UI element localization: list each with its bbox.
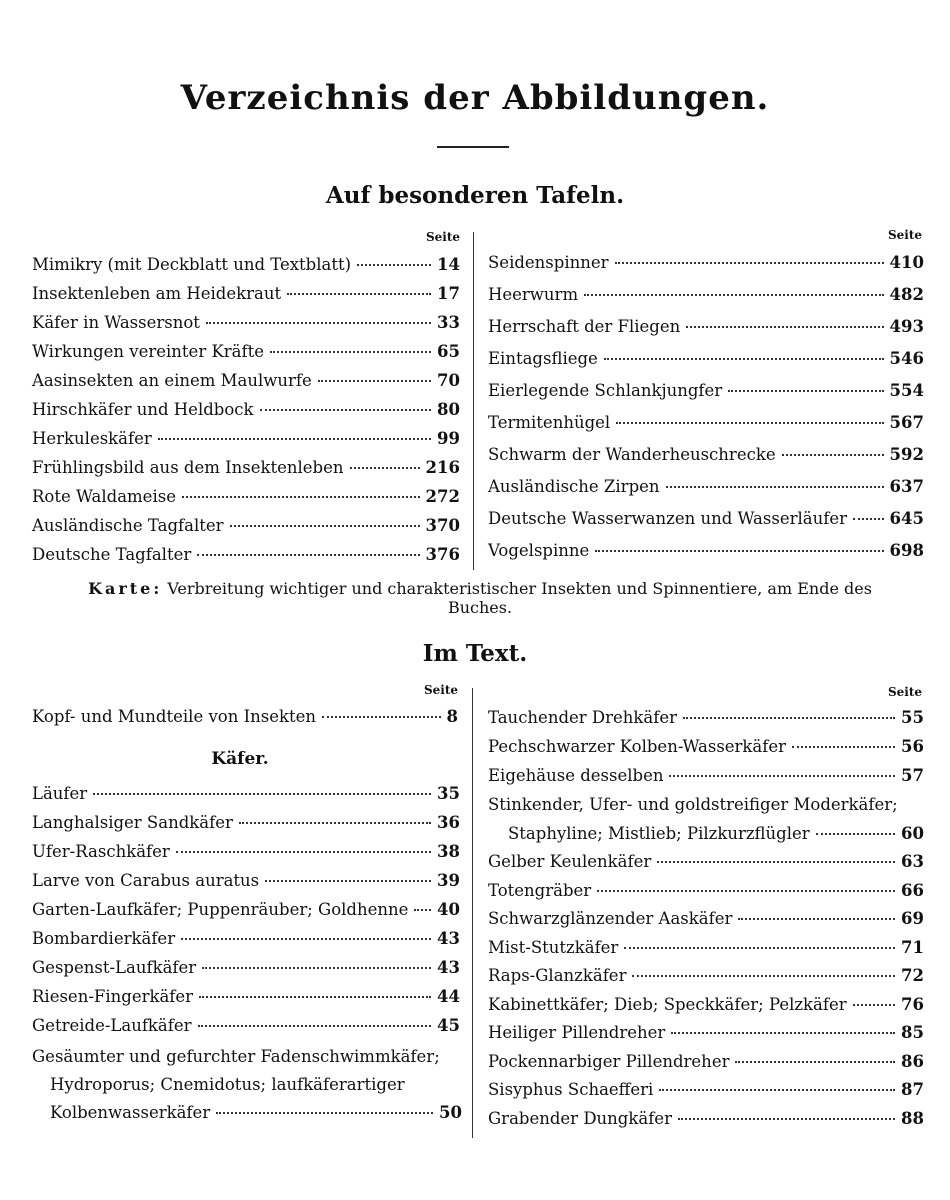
map-note-text: Verbreitung wichtiger und charakteristischer Insekten und Spinnentiere, am Ende des Buches.	[167, 579, 872, 617]
list-item-label: Tauchender Drehkäfer	[488, 708, 678, 727]
section-heading-text: Im Text.	[422, 640, 528, 667]
seite-label-right-2: Seite	[887, 685, 922, 699]
list-item-label: Raps-Glanzkäfer	[488, 966, 627, 985]
column-divider-2	[472, 688, 473, 1138]
leader-dots	[318, 380, 431, 382]
list-item	[488, 1109, 924, 1128]
page-number: 56	[901, 737, 924, 756]
page-number: 45	[437, 1016, 460, 1035]
list-item-label: Läufer	[32, 784, 88, 803]
page-number: 567	[889, 413, 924, 432]
leader-dots	[287, 293, 431, 295]
page-number: 14	[437, 255, 460, 274]
page-number: 69	[901, 909, 924, 928]
page-number: 63	[901, 852, 924, 871]
page-number: 72	[901, 966, 924, 985]
list-item-label: Käfer in Wassersnot	[32, 313, 200, 332]
seite-label-left-2: Seite	[423, 683, 458, 697]
list-item-label: Wirkungen vereinter Kräfte	[32, 342, 265, 361]
list-item	[488, 995, 924, 1014]
list-item	[488, 737, 924, 756]
map-note-label: Karte:	[88, 579, 163, 598]
list-item-label: Insektenleben am Heidekraut	[32, 284, 282, 303]
list-item	[32, 255, 460, 274]
leader-dots	[199, 996, 431, 998]
list-item-label: Heiliger Pillendreher	[488, 1023, 666, 1042]
leader-dots	[632, 975, 895, 977]
page-number: 85	[901, 1023, 924, 1042]
list-item-label: Ausländische Zirpen	[488, 477, 660, 496]
list-item	[488, 966, 924, 985]
leader-dots	[853, 518, 884, 520]
map-note	[60, 579, 900, 617]
list-item	[32, 458, 460, 477]
page-number: 637	[889, 477, 924, 496]
list-item-label: Herkuleskäfer	[32, 429, 152, 448]
seite-label-right: Seite	[887, 228, 922, 242]
page-number: 698	[889, 541, 924, 560]
leader-dots	[666, 486, 884, 488]
page-number: 376	[425, 545, 460, 564]
page-number: 33	[437, 313, 460, 332]
seite-label-left: Seite	[425, 230, 460, 244]
page-number: 43	[437, 958, 460, 977]
leader-dots	[176, 851, 431, 853]
list-item-label: Hirschkäfer und Heldbock	[32, 400, 254, 419]
leader-dots	[735, 1061, 895, 1063]
page-number: 592	[889, 445, 924, 464]
list-item-label: Getreide-Laufkäfer	[32, 1016, 192, 1035]
list-item	[488, 1052, 924, 1071]
leader-dots	[198, 1025, 432, 1027]
list-item	[32, 987, 460, 1006]
page-number: 40	[437, 900, 460, 919]
leader-dots	[657, 861, 895, 863]
page-number: 70	[437, 371, 460, 390]
list-item	[32, 813, 460, 832]
page-number: 86	[901, 1051, 924, 1071]
list-item-label: Vogelspinne	[488, 541, 590, 560]
list-item	[488, 938, 924, 957]
list-item	[488, 909, 924, 928]
list-item-label: Termitenhügel	[488, 413, 611, 432]
list-item: Kopf- und Mundteile von Insekten 8	[32, 707, 458, 726]
leader-dots	[738, 918, 895, 920]
leader-dots	[659, 1089, 895, 1091]
list-item	[32, 929, 460, 948]
list-item	[488, 445, 924, 464]
page-number: 71	[901, 937, 924, 957]
list-item-label: Schwarm der Wanderheuschrecke	[488, 445, 776, 464]
leader-dots	[616, 422, 883, 424]
list-item-label: Eigehäuse desselben	[488, 766, 664, 785]
list-item-multiline-line3: Kolbenwasserkäfer 50	[50, 1103, 462, 1122]
list-item-multiline-right-line2: Staphyline; Mistlieb; Pilzkurzflügler 60	[508, 824, 924, 843]
list-item-label: Frühlingsbild aus dem Insektenleben	[32, 458, 344, 477]
list-item	[32, 784, 460, 803]
leader-dots	[414, 909, 431, 911]
page-number: 44	[437, 987, 460, 1006]
list-item	[488, 1023, 924, 1042]
leader-dots	[350, 467, 420, 469]
list-item	[32, 900, 460, 919]
list-item-label: Ausländische Tagfalter	[32, 516, 224, 535]
leader-dots	[202, 967, 431, 969]
leader-dots	[260, 409, 432, 411]
page-number: 482	[889, 285, 924, 304]
leader-dots	[93, 793, 431, 795]
list-item-label: Gelber Keulenkäfer	[488, 852, 652, 871]
section-heading-plates: Auf besonderen Tafeln.	[325, 182, 625, 209]
leader-dots	[678, 1118, 895, 1120]
list-item-label: Bombardierkäfer	[32, 929, 176, 948]
page-number: 546	[889, 349, 924, 368]
list-item	[488, 541, 924, 560]
list-item-label: Heerwurm	[488, 285, 579, 304]
leader-dots	[197, 554, 419, 556]
list-item	[32, 284, 460, 303]
column-divider	[473, 232, 474, 570]
list-item	[32, 487, 460, 506]
list-item-label: Deutsche Tagfalter	[32, 545, 192, 564]
leader-dots	[182, 496, 420, 498]
list-item	[32, 342, 460, 361]
page-number: 55	[901, 708, 924, 727]
list-item-multiline-line1: Gesäumter und gefurchter Fadenschwimmkäfer;	[32, 1047, 440, 1066]
title-divider	[437, 146, 509, 148]
page-number: 76	[901, 994, 924, 1014]
leader-dots	[270, 351, 431, 353]
list-item	[488, 477, 924, 496]
list-item-label: Pockennarbiger Pillendreher	[488, 1051, 730, 1071]
list-item	[32, 516, 460, 535]
list-item	[32, 400, 460, 419]
list-item-label: Aasinsekten an einem Maulwurfe	[32, 371, 312, 390]
list-item-label: Totengräber	[488, 880, 592, 900]
leader-dots	[357, 264, 431, 266]
page-number: 87	[901, 1080, 924, 1099]
leader-dots	[604, 358, 884, 360]
leader-dots	[265, 880, 431, 882]
list-item-label: Sisyphus Schaefferi	[488, 1080, 654, 1099]
list-item-label: Garten-Laufkäfer; Puppenräuber; Goldhenne	[32, 900, 409, 919]
list-item-label: Grabender Dungkäfer	[488, 1108, 672, 1128]
list-item	[32, 545, 460, 564]
leader-dots	[671, 1032, 895, 1034]
list-item-label: Mist-Stutzkäfer	[488, 937, 619, 957]
list-item	[32, 958, 460, 977]
leader-dots	[597, 890, 895, 892]
list-item-label: Pechschwarzer Kolben-Wasserkäfer	[488, 737, 787, 756]
page-title: Verzeichnis der Abbildungen.	[180, 78, 770, 118]
list-item-label: Schwarzglänzender Aaskäfer	[488, 909, 733, 928]
page-number: 88	[901, 1108, 924, 1128]
page-number: 35	[437, 784, 460, 803]
page-number: 65	[437, 342, 460, 361]
page-number: 38	[437, 842, 460, 861]
list-item	[488, 852, 924, 871]
leader-dots	[239, 822, 431, 824]
page-number: 17	[437, 284, 460, 303]
page-number: 66	[901, 880, 924, 900]
list-item	[32, 871, 460, 890]
list-item	[32, 371, 460, 390]
page-number: 216	[425, 458, 460, 477]
list-item-label: Eierlegende Schlankjungfer	[488, 381, 723, 400]
leader-dots	[615, 262, 884, 264]
leader-dots	[181, 938, 431, 940]
page-number: 272	[425, 487, 460, 506]
list-item-label: Kabinettkäfer; Dieb; Speckkäfer; Pelzkäfer	[488, 994, 847, 1014]
leader-dots	[792, 746, 895, 748]
list-item	[488, 253, 924, 272]
list-item	[488, 285, 924, 304]
list-item	[488, 881, 924, 900]
leader-dots	[158, 438, 431, 440]
list-item-label: Langhalsiger Sandkäfer	[32, 813, 233, 832]
leader-dots	[782, 454, 884, 456]
list-item-label: Deutsche Wasserwanzen und Wasserläufer	[488, 509, 847, 528]
list-item	[488, 708, 924, 727]
page-number: 645	[889, 509, 924, 528]
list-item	[488, 317, 924, 336]
list-item	[32, 1016, 460, 1035]
list-item	[32, 429, 460, 448]
list-item	[488, 509, 924, 528]
list-item-label: Seidenspinner	[488, 253, 609, 272]
list-item-label: Ufer-Raschkäfer	[32, 842, 170, 861]
list-item-multiline-right-line1: Stinkender, Ufer- und goldstreifiger Moderkäfer;	[488, 795, 898, 814]
page-number: 554	[889, 381, 924, 400]
list-item	[488, 413, 924, 432]
leader-dots	[669, 775, 895, 777]
leader-dots	[853, 1004, 895, 1006]
page-number: 80	[437, 400, 460, 419]
list-item-label: Eintagsfliege	[488, 349, 598, 368]
page-number: 99	[437, 429, 460, 448]
list-item	[488, 1080, 924, 1099]
leader-dots	[595, 550, 883, 552]
list-item	[488, 381, 924, 400]
list-item-multiline-line2: Hydroporus; Cnemidotus; laufkäferartiger	[50, 1075, 405, 1094]
list-item-label: Rote Waldameise	[32, 487, 176, 506]
list-item-label: Larve von Carabus auratus	[32, 871, 260, 890]
list-item	[32, 313, 460, 332]
leader-dots	[584, 294, 883, 296]
leader-dots	[624, 947, 895, 949]
list-item-label: Gespenst-Laufkäfer	[32, 958, 197, 977]
leader-dots	[206, 322, 431, 324]
leader-dots	[728, 390, 883, 392]
list-item-label: Riesen-Fingerkäfer	[32, 987, 194, 1006]
page-number: 57	[901, 766, 924, 785]
subheading-kaefer: Käfer.	[211, 749, 269, 769]
list-item-label: Mimikry (mit Deckblatt und Textblatt)	[32, 255, 352, 274]
list-item	[488, 349, 924, 368]
page-number: 36	[437, 813, 460, 832]
leader-dots	[683, 717, 895, 719]
leader-dots	[686, 326, 883, 328]
leader-dots	[230, 525, 420, 527]
page-number: 493	[889, 317, 924, 336]
list-item	[488, 766, 924, 785]
page-number: 370	[425, 516, 460, 535]
page-number: 43	[437, 929, 460, 948]
page-number: 410	[889, 253, 924, 272]
list-item-label: Herrschaft der Fliegen	[488, 317, 681, 336]
list-item	[32, 842, 460, 861]
page-number: 39	[437, 871, 460, 890]
